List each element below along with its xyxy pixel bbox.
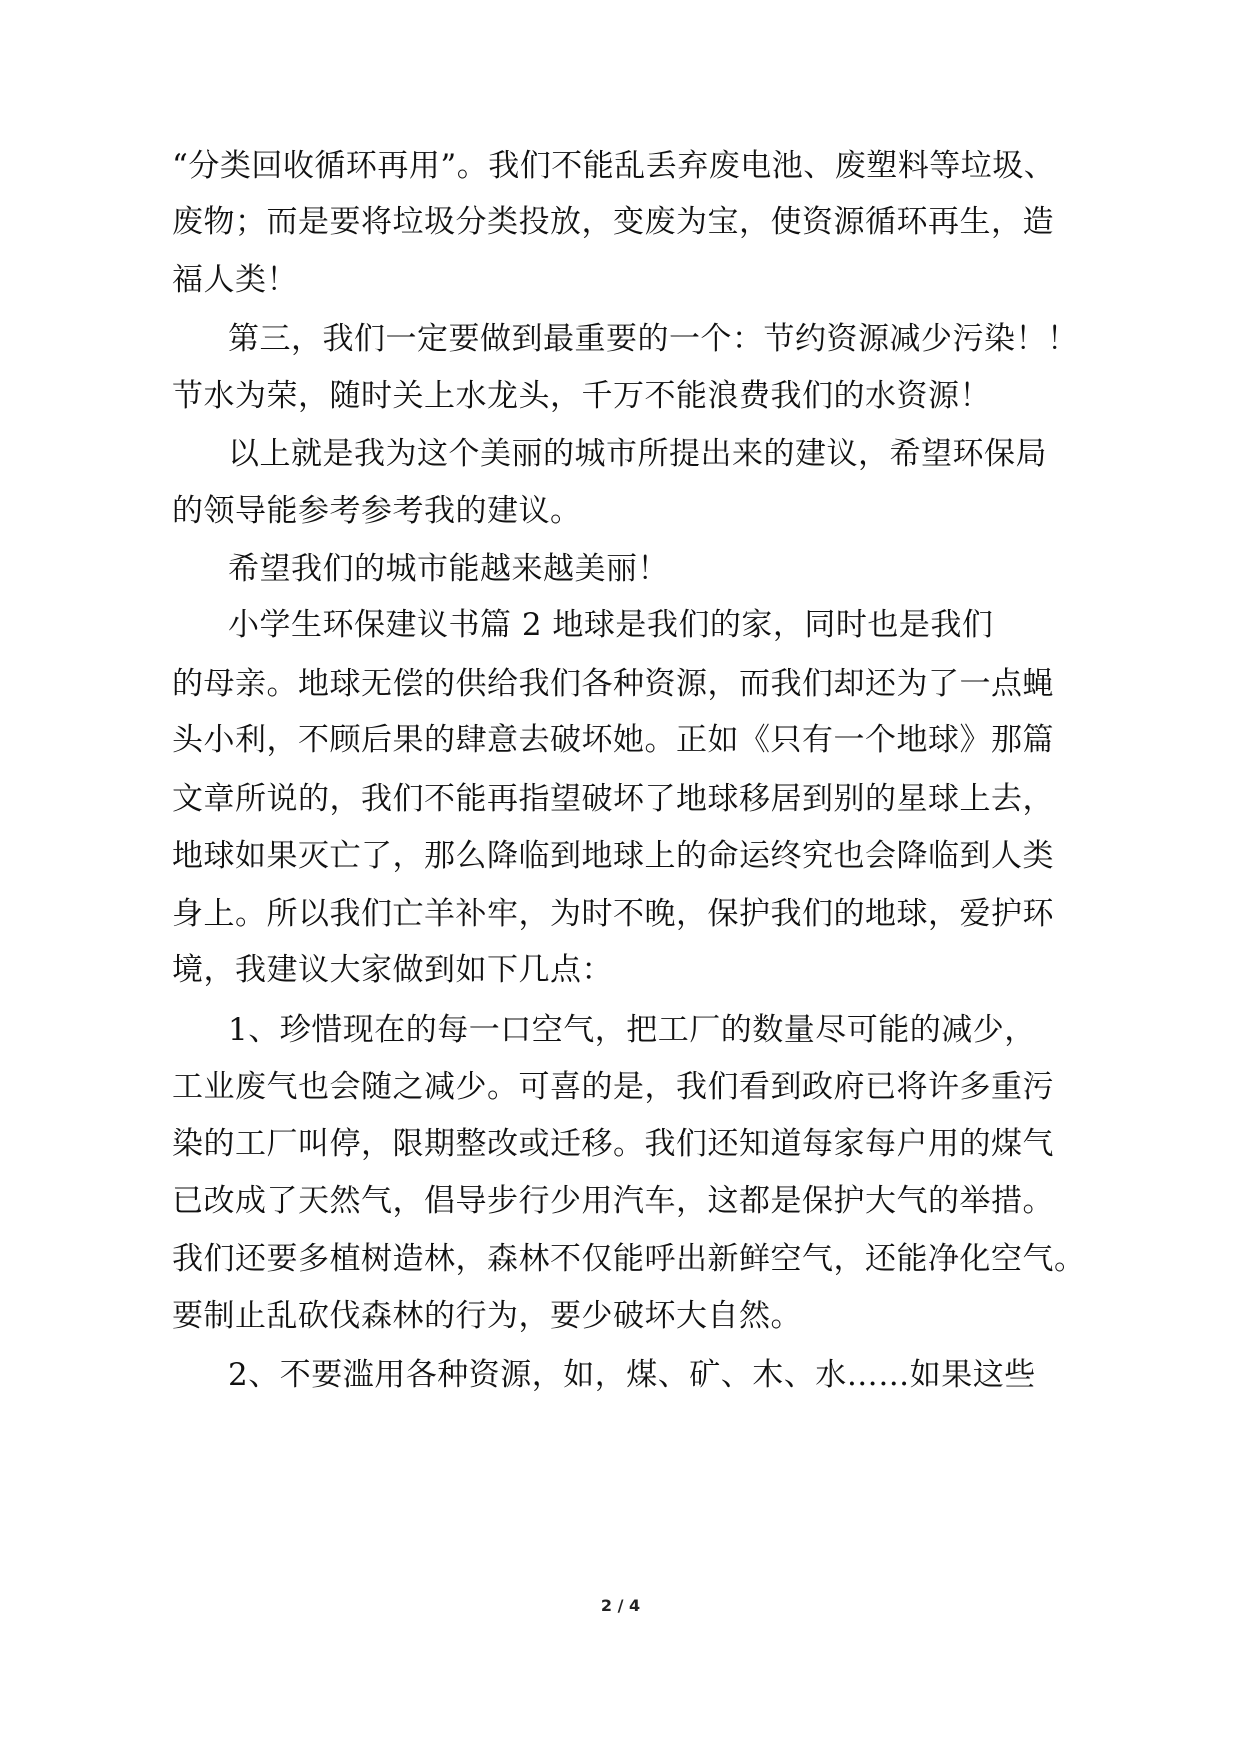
- text-line: 身上。所以我们亡羊补牢，为时不晚，保护我们的地球，爱护环: [172, 896, 1054, 932]
- text-line: 已改成了天然气，倡导步行少用汽车，这都是保护大气的举措。: [172, 1183, 1054, 1219]
- text-line: 要制止乱砍伐森林的行为，要少破坏大自然。: [172, 1298, 802, 1334]
- text-line: 地球如果灭亡了，那么降临到地球上的命运终究也会降临到人类: [172, 838, 1054, 874]
- text-line: 第三，我们一定要做到最重要的一个：节约资源减少污染！！: [228, 321, 1079, 357]
- text-line: “分类回收循环再用”。我们不能乱丢弃废电池、废塑料等垃圾、: [172, 148, 1056, 184]
- text-line: 以上就是我为这个美丽的城市所提出来的建议，希望环保局: [228, 436, 1047, 472]
- text-line: 的母亲。地球无偿的供给我们各种资源，而我们却还为了一点蝇: [172, 666, 1054, 702]
- text-line: 希望我们的城市能越来越美丽！: [228, 551, 669, 587]
- text-line: 头小利，不顾后果的肆意去破坏她。正如《只有一个地球》那篇: [172, 722, 1054, 758]
- page-number: 2 / 4: [600, 1596, 641, 1615]
- text-line: 染的工厂叫停，限期整改或迁移。我们还知道每家每户用的煤气: [172, 1126, 1054, 1162]
- text-line: 废物；而是要将垃圾分类投放，变废为宝，使资源循环再生，造: [172, 204, 1054, 240]
- text-line: 境，我建议大家做到如下几点：: [172, 952, 613, 988]
- text-line: 节水为荣，随时关上水龙头，千万不能浪费我们的水资源！: [172, 378, 991, 414]
- text-line: 工业废气也会随之减少。可喜的是，我们看到政府已将许多重污: [172, 1069, 1054, 1105]
- text-line: 文章所说的，我们不能再指望破坏了地球移居到别的星球上去，: [172, 781, 1054, 817]
- text-line: 2、不要滥用各种资源，如，煤、矿、木、水……如果这些: [228, 1357, 1036, 1393]
- text-line: 1、珍惜现在的每一口空气，把工厂的数量尽可能的减少，: [228, 1012, 1036, 1048]
- text-line: 我们还要多植树造林，森林不仅能呼出新鲜空气，还能净化空气。: [172, 1241, 1086, 1277]
- text-line: 的领导能参考参考我的建议。: [172, 493, 582, 529]
- text-line: 福人类！: [172, 262, 298, 298]
- text-line: 小学生环保建议书篇 2 地球是我们的家，同时也是我们: [228, 607, 994, 643]
